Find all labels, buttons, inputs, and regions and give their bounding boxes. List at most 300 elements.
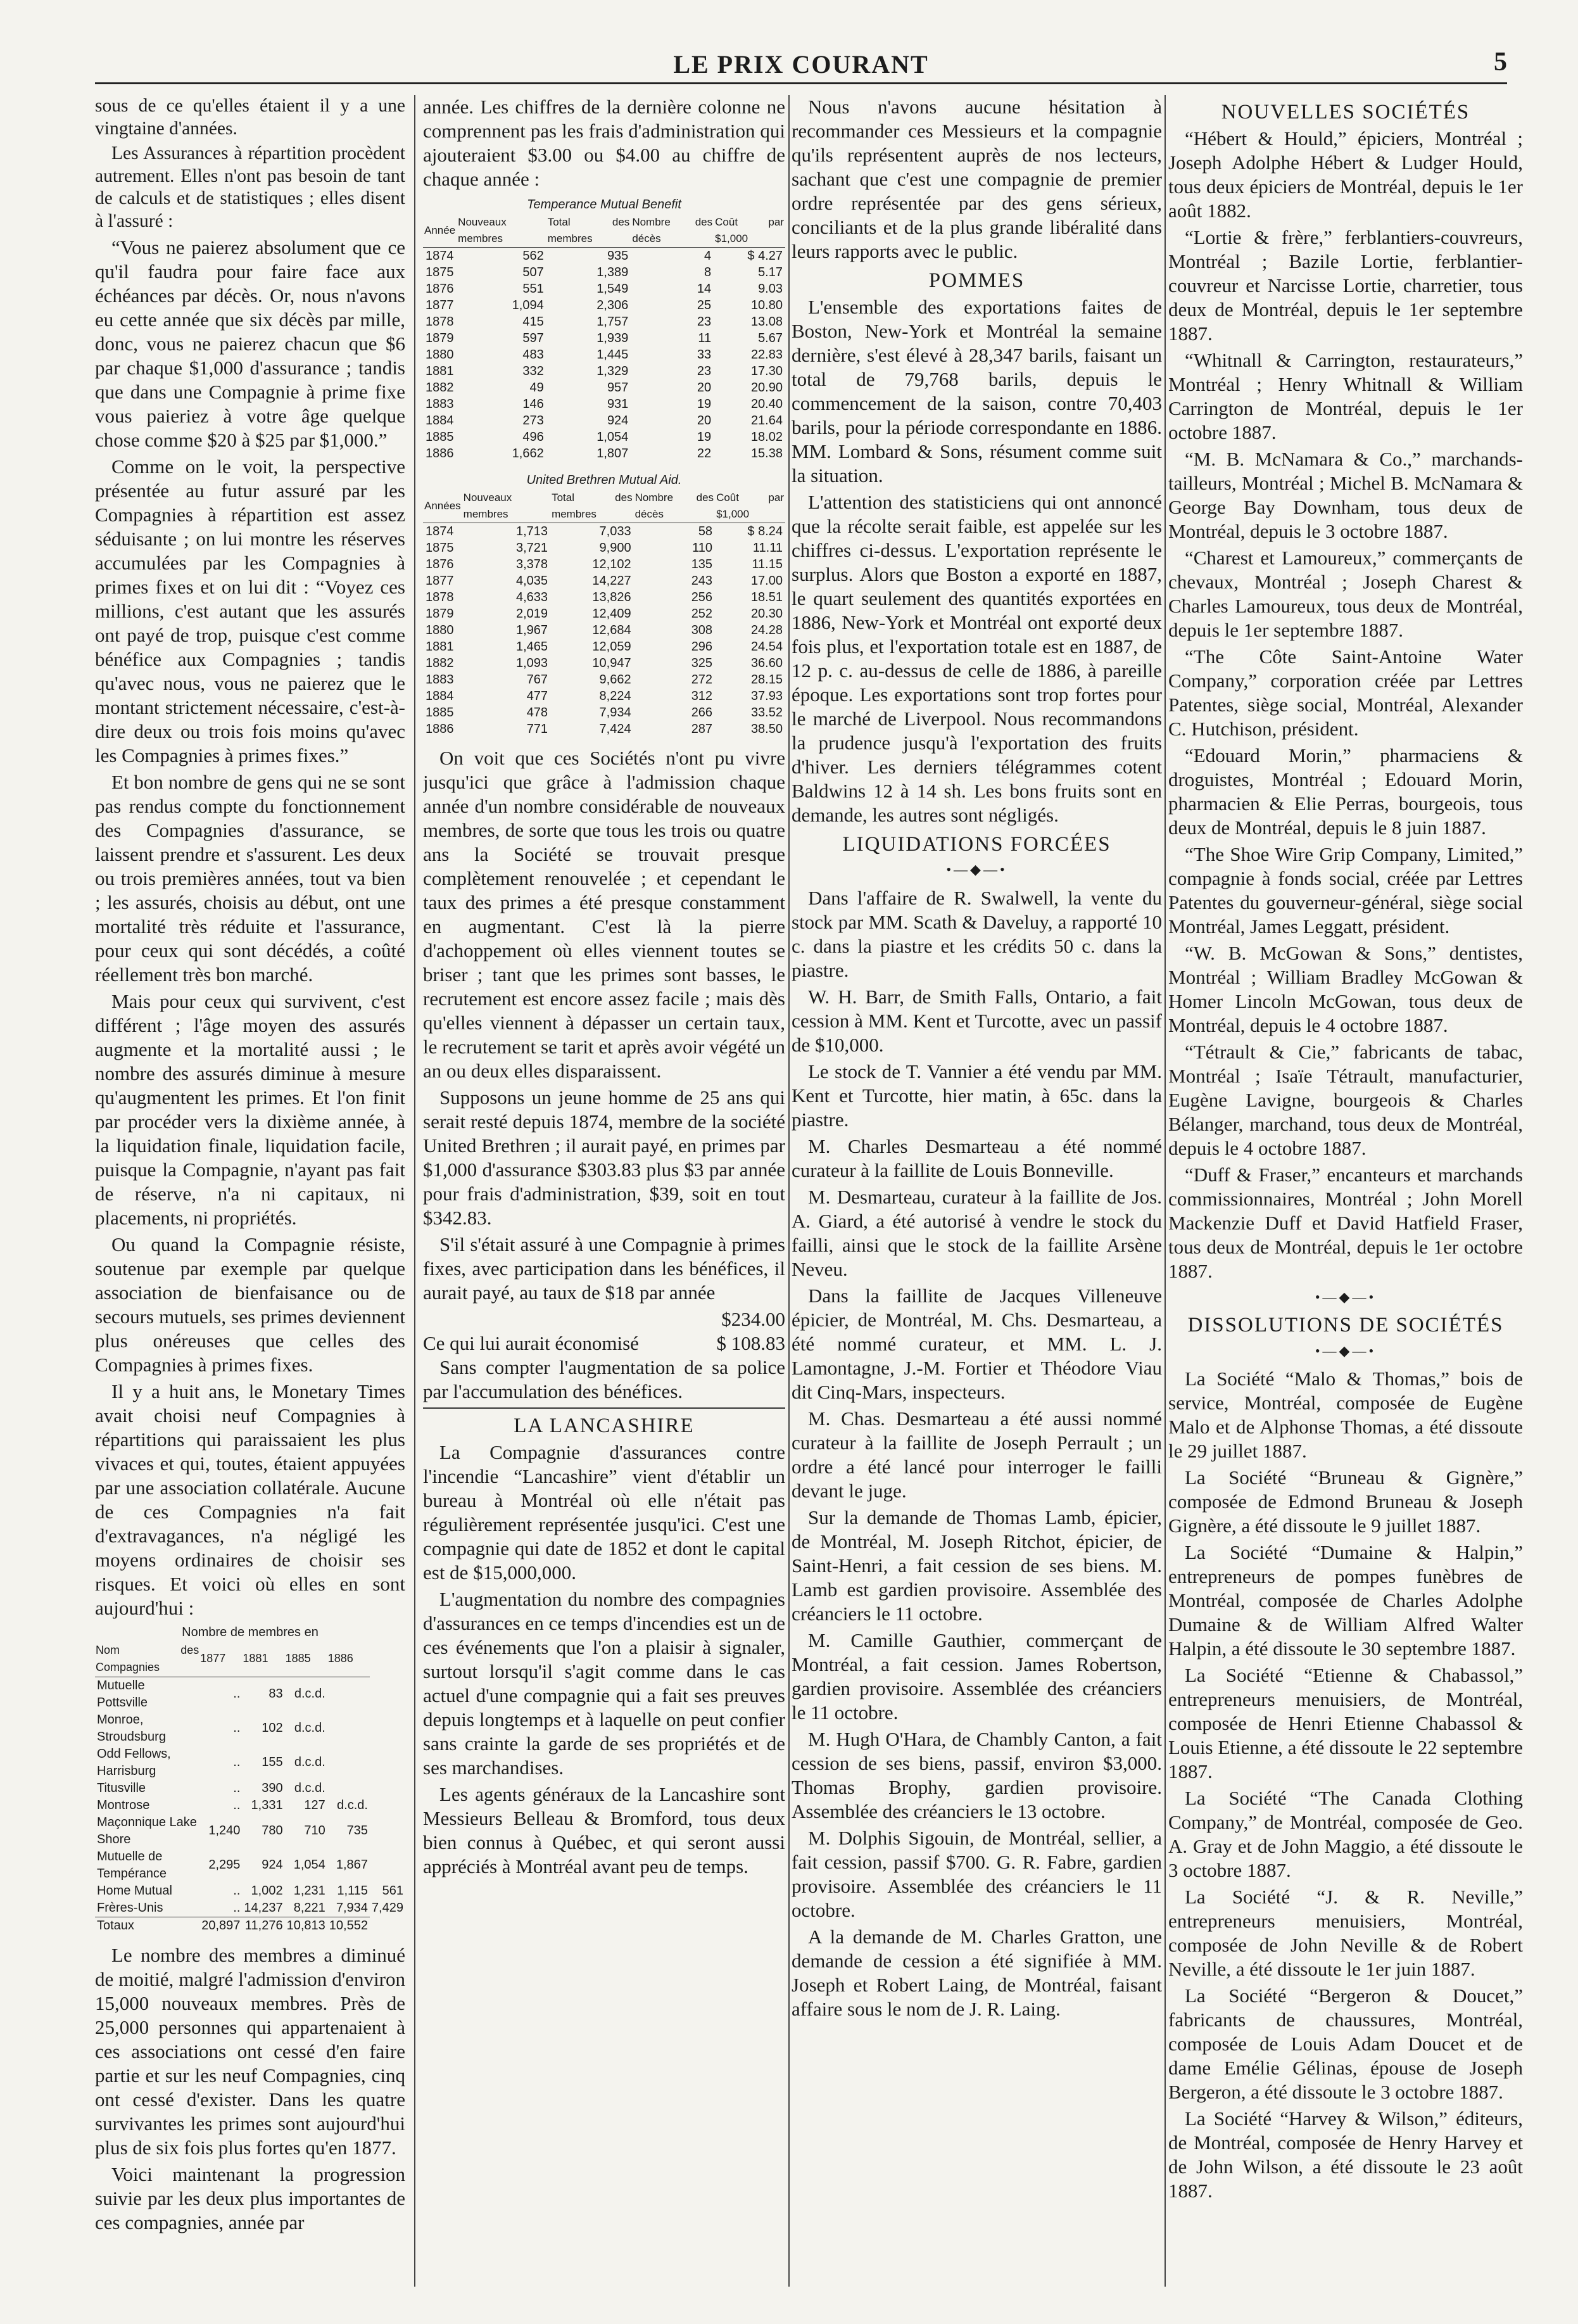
page-number: 5 <box>1494 48 1507 77</box>
table-cell: 1877 <box>426 298 454 312</box>
table-cell: 13,826 <box>592 590 631 604</box>
table-cell: 14,227 <box>592 574 631 588</box>
table-cell: 110 <box>692 541 713 555</box>
table-cell: 1,967 <box>516 623 548 637</box>
table-row <box>423 655 785 671</box>
table-cell: 1878 <box>426 315 454 329</box>
table-row <box>423 396 785 412</box>
list-item: W. H. Barr, de Smith Falls, Ontario, a fait cession à MM. Kent et Turcotte, avec un passif de $10,000. <box>792 985 1162 1056</box>
paragraph: Il y a huit ans, le Monetary Times avait choisi neuf Compagnies à répartitions qui paraissaient les plus vivaces et qui, toutes, étaient appuyées par une association collatérale. Aucune de ces Compagnies n'a fait d'extravagances, n'a négligé les moyens ordinaires de choisir ses risques. Et voici où elles en sont aujourd'hui : <box>95 1380 405 1619</box>
table-cell: 10,813 <box>285 1917 327 1934</box>
paragraph: sous de ce qu'elles étaient il y a une vingtaine d'années. <box>95 96 405 139</box>
paragraph: L'augmentation du nombre des compagnies d'assurances en ce temps d'incendies est un de ces événements que l'on a plaisir à signaler, surtout lorsqu'il s'agit comme dans le cas actuel d'une compagnie qui a fait ses preuves depuis longtemps et à laquelle on peut confier sans crainte la garde de ses propriétés et de ses marchandises. <box>423 1587 785 1779</box>
table-cell: 1,329 <box>596 364 629 378</box>
table-cell: .. <box>233 1798 241 1812</box>
paragraph: année. Les chiffres de la dernière colonne ne comprennent pas les frais d'administration qui ajouteraient $3.00 ou $4.00 au chiffre de chaque année : <box>423 96 785 190</box>
table-row <box>95 1814 405 1848</box>
table-cell: 22 <box>697 447 712 460</box>
column-header: 1881 <box>242 1641 284 1677</box>
column-rule <box>788 95 790 2287</box>
table-cell: 551 <box>522 282 544 296</box>
table-cell: 11.15 <box>752 557 783 571</box>
table-cell: 9,900 <box>599 541 631 555</box>
table-cell: 2,306 <box>596 298 629 312</box>
table-row <box>95 1797 405 1814</box>
table-row <box>423 688 785 704</box>
table-cell: 38.50 <box>750 722 783 736</box>
table-cell: Monroe, Stroudsburg <box>97 1712 166 1744</box>
table-cell: 33.52 <box>750 706 783 720</box>
table-cell: 8 <box>704 265 712 279</box>
column-header: Années <box>423 490 462 523</box>
table-cell: 7,424 <box>599 722 631 736</box>
table-cell: .. <box>233 1755 241 1770</box>
table-cell: Frères-Unis <box>97 1900 163 1915</box>
table-cell: 287 <box>691 722 713 736</box>
quote-paragraph: “Vous ne paierez absolument que ce qu'il faudra pour faire face aux échéances par décès. Or, nous n'avons eu cette année que six décès par mille, donc, vous ne paierez chacun que $6 par chaque $1,000 d'assurance ; tandis que dans une Compagnie à prime fixe vous paieriez à votre âge quelque chose comme $20 à $25 par $1,000.” <box>95 236 405 451</box>
table-cell <box>327 1746 370 1780</box>
list-item: La Société “J. & R. Neville,” entrepreneurs menuisiers, Montréal, composée de John Neville & de Robert Neville, a été dissoute le 1er juin 1887. <box>1168 1886 1523 1981</box>
table-cell: 1,115 <box>337 1883 368 1898</box>
ornament-divider: •—◆—• <box>1315 1342 1377 1359</box>
column-header: Nouveaux membres <box>457 214 546 248</box>
table-cell: 1884 <box>426 689 454 703</box>
column-header: 1877 <box>199 1641 242 1677</box>
table-cell: 58 <box>698 524 713 538</box>
table-row <box>423 589 785 606</box>
paragraph: On voit que ces Sociétés n'ont pu vivre jusqu'ici que grâce à l'admission chaque année d'un nombre considérable de nouveaux membres, de sorte que tous les trois ou quatre ans la Société se trouvait presque complètement renouvelée ; et cependant le taux des primes a été presque constamment en augmentant. C'est là la pierre d'achoppement où elles viennent toutes se briser ; tant que les primes sont basses, le recrutement est encore assez facile ; mais dès qu'elles viennent à dépasser un certain taux, le recrutement se tarit et après avoir végété un an ou deux elles disparaissent. <box>423 747 785 1082</box>
table-cell: Montrose <box>97 1798 150 1812</box>
section-heading: LIQUIDATIONS FORCÉES <box>842 832 1111 856</box>
table-row <box>95 1780 405 1797</box>
list-item: La Société “Malo & Thomas,” bois de service, Montréal, composée de Eugène Malo et de Alphonse Thomas, a été dissoute le 29 juillet 1887. <box>1168 1368 1523 1463</box>
table-cell: 1881 <box>426 640 454 654</box>
table-cell: d.c.d. <box>294 1755 325 1770</box>
table-cell: 1883 <box>426 673 454 687</box>
table-cell: 4,633 <box>516 590 548 604</box>
table-cell: 1875 <box>426 265 454 279</box>
table-cell: 12,684 <box>592 623 631 637</box>
amount-value: $ 108.83 <box>716 1332 785 1354</box>
table-cell: 7,934 <box>336 1900 368 1915</box>
table-cell: 562 <box>522 249 544 263</box>
page-header <box>95 44 1507 84</box>
table-cell <box>327 1780 370 1797</box>
table-cell: 1878 <box>426 590 454 604</box>
new-companies-list <box>1168 127 1523 1283</box>
table-row <box>423 281 785 297</box>
table-cell: 1884 <box>426 414 454 428</box>
table-cell: 1,549 <box>596 282 629 296</box>
table-cell: 20.40 <box>750 397 783 411</box>
table-cell: 12,409 <box>592 607 631 621</box>
section-heading: LA LANCASHIRE <box>514 1414 695 1437</box>
table-cell: .. <box>233 1721 241 1736</box>
totals-row <box>95 1917 405 1934</box>
ornament-divider: •—◆—• <box>946 861 1007 878</box>
table-cell: 1886 <box>426 447 454 460</box>
table-cell: 20 <box>697 414 712 428</box>
list-item: Dans la faillite de Jacques Villeneuve épicier, de Montréal, M. Chs. Desmarteau, a été nommé curateur, et MM. L. J. Lamontagne, J.-M. Fortier et Théodore Viau dit Cinq-Mars, inspecteurs. <box>792 1284 1162 1403</box>
table-cell: 3,721 <box>516 541 548 555</box>
table-cell: 1881 <box>426 364 454 378</box>
table-cell: 127 <box>304 1798 325 1812</box>
table-row <box>423 540 785 556</box>
table-cell: 28.15 <box>750 673 783 687</box>
list-item: “Charest et Lamoureux,” commerçants de chevaux, Montréal ; Joseph Charest & Charles Lamoureux, tous deux de Montréal, depuis le 1er septembre 1887. <box>1168 546 1523 641</box>
table-cell: 135 <box>691 557 713 571</box>
table-caption: Nombre de membres en <box>182 1625 319 1639</box>
table-row <box>95 1883 405 1900</box>
table-cell: 256 <box>691 590 713 604</box>
paragraph: L'ensemble des exportations faites de Boston, New-York et Montréal la semaine dernière, s'est élevé à 28,347 barils, faisant un total de 79,768 barils, depuis le commencement de la saison, contre 70,403 barils, pour la période correspondante en 1886. MM. Lombard & Sons, résument comme suit la situation. <box>792 295 1162 486</box>
column-4 <box>1168 95 1523 2299</box>
table-cell: d.c.d. <box>294 1721 325 1736</box>
table-cell: 1,389 <box>596 265 629 279</box>
table-row <box>423 330 785 346</box>
table-cell: 1,240 <box>208 1824 241 1838</box>
table-cell: 1,867 <box>336 1858 368 1872</box>
table-cell: Home Mutual <box>97 1883 172 1898</box>
companies-table-body <box>95 1677 405 1934</box>
table-cell: 767 <box>526 673 548 687</box>
brethren-table <box>423 471 785 737</box>
table-cell: 14,237 <box>244 1900 283 1915</box>
table-row <box>423 248 785 265</box>
table-cell: 9,662 <box>599 673 631 687</box>
table-cell: 1,662 <box>512 447 544 460</box>
ornament-divider: •—◆—• <box>1315 1288 1377 1305</box>
list-item: “Duff & Fraser,” encanteurs et marchands commissionnaires, Montréal ; John Morell Mackenzie Duff et David Hatfield Fraser, tous deux de Montréal, depuis le 1er octobre 1887. <box>1168 1163 1523 1282</box>
amount-line <box>423 1331 785 1356</box>
dissolutions-list <box>1168 1367 1523 2203</box>
paragraph: S'il s'était assuré à une Compagnie à primes fixes, avec participation dans les bénéfices, il aurait payé, au taux de $18 par année <box>423 1233 785 1304</box>
list-item: “Edouard Morin,” pharmaciens & droguistes, Montréal ; Edouard Morin, pharmacien & Elie Perras, bourgeois, tous deux de Montréal, depuis le 8 juin 1887. <box>1168 744 1523 839</box>
table-cell: 9.03 <box>758 282 783 296</box>
table-row <box>423 606 785 622</box>
table-cell: 8,224 <box>599 689 631 703</box>
table-cell: 1,231 <box>293 1883 325 1898</box>
table-row <box>423 523 785 540</box>
table-cell: 11,276 <box>242 1917 284 1934</box>
list-item: La Société “Bruneau & Gignère,” composée de Edmond Bruneau & Joseph Gignère, a été dissoute le 9 juillet 1887. <box>1168 1466 1523 1537</box>
column-header: Total des membres <box>550 490 634 523</box>
table-cell: 21.64 <box>750 414 783 428</box>
table-cell: Mutuelle Pottsville <box>97 1678 148 1710</box>
column-rule <box>1165 95 1166 2287</box>
table-cell: 1,054 <box>596 430 629 444</box>
column-header: Année <box>423 214 457 248</box>
table-cell: 296 <box>691 640 713 654</box>
table-cell: 12,059 <box>592 640 631 654</box>
table-row <box>423 363 785 379</box>
table-cell: 13.08 <box>750 315 783 329</box>
table-cell: 771 <box>526 722 548 736</box>
table-cell: 1,713 <box>516 524 548 538</box>
table-cell: 1885 <box>426 706 454 720</box>
column-header: Nom des Compagnies <box>95 1641 199 1677</box>
table-cell: 483 <box>522 348 544 362</box>
table-cell: 19 <box>697 397 712 411</box>
list-item: M. Chas. Desmarteau a été aussi nommé curateur à la faillite de Joseph Perrault ; un ordre a été lancé pour interroger le failli devant le juge. <box>792 1407 1162 1502</box>
table-cell: 10,552 <box>327 1917 370 1934</box>
list-item: Dans l'affaire de R. Swalwell, la vente du stock par MM. Scath & Daveluy, a rapporté 10 c. dans la piastre et les crédits 50 c. dans la piastre. <box>792 886 1162 981</box>
table-cell: 597 <box>522 331 544 345</box>
list-item: M. Dolphis Sigouin, de Montréal, sellier, a fait cession, passif $700. G. R. Fabre, gardien provisoire. Assemblée des créanciers le 11 octobre. <box>792 1826 1162 1921</box>
table-row <box>95 1746 405 1780</box>
amount-value: $234.00 <box>721 1308 785 1330</box>
amount-label: Ce qui lui aurait économisé <box>423 1332 639 1354</box>
section-heading: NOUVELLES SOCIÉTÉS <box>1221 101 1470 124</box>
list-item: “W. B. McGowan & Sons,” dentistes, Montréal ; William Bradley McGowan & Homer Lincoln McGowan, tous deux de Montréal, depuis le 4 octobre 1887. <box>1168 941 1523 1036</box>
table-cell: 23 <box>697 364 712 378</box>
table-cell: 23 <box>697 315 712 329</box>
table-caption: Temperance Mutual Benefit <box>527 198 681 212</box>
paragraph: Mais pour ceux qui survivent, c'est différent ; l'âge moyen des assurés augmente et la mortalité aussi ; le nombre des assurés diminue à mesure qu'augmentent les primes. Et l'on finit par procéder vers la dixième année, à la liquidation finale, liquidation facile, puisque la Compagnie, n'ayant pas fait de réserve, n'a ni capitaux, ni placements, ni propriétés. <box>95 989 405 1229</box>
table-cell: 1,939 <box>596 331 629 345</box>
table-cell: 2,295 <box>208 1858 241 1872</box>
table-cell: 10,947 <box>592 656 631 670</box>
table-cell: d.c.d. <box>294 1687 325 1701</box>
table-cell: Totaux <box>95 1917 199 1934</box>
table-row <box>95 1848 405 1883</box>
table-cell: 11.11 <box>752 541 783 555</box>
table-cell: 1879 <box>426 607 454 621</box>
list-item: “Lortie & frère,” ferblantiers-couvreurs, Montréal ; Bazile Lortie, ferblantier-couvreur et Narcisse Lortie, charretier, tous deux de Montréal, depuis le 1er septembre 1887. <box>1168 225 1523 345</box>
table-cell: 273 <box>522 414 544 428</box>
table-cell: .. <box>233 1900 241 1915</box>
table-cell: .. <box>233 1687 241 1701</box>
table-cell: 33 <box>697 348 712 362</box>
table-cell: 272 <box>691 673 713 687</box>
table-cell: 22.83 <box>750 348 783 362</box>
table-cell: Mutuelle de Tempérance <box>97 1849 167 1881</box>
table-cell: 1882 <box>426 381 454 395</box>
column-header: Coût par $1,000 <box>715 490 785 523</box>
table-cell: Titusville <box>97 1781 146 1795</box>
list-item: La Société “Etienne & Chabassol,” entrepreneurs menuisiers, de Montréal, composée de Henri Etienne Chabassol & Louis Etienne, a été dissoute le 22 septembre 1887. <box>1168 1664 1523 1783</box>
table-cell: 1,093 <box>516 656 548 670</box>
table-cell: 7,033 <box>599 524 631 538</box>
table-cell: 1874 <box>426 524 454 538</box>
list-item: M. Desmarteau, curateur à la faillite de Jos. A. Giard, a été autorisé à vendre le stock du failli, ainsi que le stock de la faillite Arsène Neveu. <box>792 1185 1162 1280</box>
table-cell: 1877 <box>426 574 454 588</box>
table-cell: 3,378 <box>516 557 548 571</box>
table-cell <box>327 1677 370 1711</box>
table-cell: 20 <box>697 381 712 395</box>
table-row <box>95 1677 405 1711</box>
paragraph: Nous n'avons aucune hésitation à recommander ces Messieurs et la compagnie qu'ils représentent auprès de nos lecteurs, sachant que c'est une compagnie de premier ordre représentée par des gens sérieux, conciliants et de la plus grande libéralité dans leurs rapports avec le public. <box>792 96 1162 262</box>
table-cell: 20.30 <box>750 607 783 621</box>
table-cell: 11 <box>698 331 712 345</box>
table-cell: $ 8.24 <box>747 524 783 538</box>
column-header: 1885 <box>285 1641 327 1677</box>
table-cell: 325 <box>691 656 713 670</box>
table-cell: 243 <box>691 574 713 588</box>
section-divider <box>423 1407 785 1409</box>
table-cell: 12,102 <box>592 557 631 571</box>
table-cell: 25 <box>697 298 712 312</box>
table-row <box>423 622 785 638</box>
table-cell: 1876 <box>426 282 454 296</box>
table-cell: 19 <box>697 430 712 444</box>
table-cell: 36.60 <box>750 656 783 670</box>
list-item: Sur la demande de Thomas Lamb, épicier, de Montréal, M. Joseph Ritchot, épicier, de Saint-Henri, a fait cession de ses biens. M. Lamb est gardien provisoire. Assemblée des créanciers le 11 octobre. <box>792 1506 1162 1625</box>
table-cell: 83 <box>268 1687 283 1701</box>
table-cell: .. <box>233 1883 241 1898</box>
list-item: “The Shoe Wire Grip Company, Limited,” compagnie à fonds social, créée par Lettres Patentes du gouverneur-général, siège social Montréal, James Leggatt, président. <box>1168 842 1523 937</box>
table-cell: 957 <box>607 381 629 395</box>
column-2 <box>423 95 785 2299</box>
table-row <box>423 704 785 721</box>
table-cell: 15.38 <box>750 447 783 460</box>
table-cell: 935 <box>607 249 629 263</box>
table-cell: 252 <box>691 607 713 621</box>
paragraph: Les agents généraux de la Lancashire sont Messieurs Belleau & Bromford, tous deux bien connus à Québec, et qui seront aussi appréciés à Montréal avant peu de temps. <box>423 1782 785 1877</box>
table-cell: d.c.d. <box>337 1798 368 1812</box>
table-cell: 332 <box>522 364 544 378</box>
table-cell: 496 <box>522 430 544 444</box>
paragraph: Le nombre des membres a diminué de moitié, malgré l'admission d'environ 15,000 nouveaux membres. Près de 25,000 personnes qui appartenaient à ces associations ont cessé d'en faire partie et sur les neuf Compagnies, cinq ont cessé d'exister. Dans les quatre survivantes les primes sont aujourd'hui plus de six fois plus fortes qu'en 1877. <box>95 1943 405 2159</box>
table-cell: 478 <box>526 706 548 720</box>
column-header: Nombre des décès <box>634 490 715 523</box>
table-caption: United Brethren Mutual Aid. <box>526 473 682 487</box>
table-cell: 308 <box>691 623 713 637</box>
list-item: “M. B. McNamara & Co.,” marchands-tailleurs, Montréal ; Michel B. McNamara & George Bay Downham, tous deux de Montréal, depuis le 3 octobre 1887. <box>1168 447 1523 542</box>
table-cell: 1,757 <box>596 315 629 329</box>
table-cell: 1875 <box>426 541 454 555</box>
table-cell: 1,445 <box>596 348 629 362</box>
paragraph: Voici maintenant la progression suivie par les deux plus importantes de ces compagnies, année par <box>95 2162 405 2233</box>
table-cell: 312 <box>691 689 713 703</box>
column-header: Nombre des décès <box>631 214 714 248</box>
list-item: M. Camille Gauthier, commerçant de Montréal, a fait cession. James Robertson, gardien provisoire. Assemblée des créanciers le 11 octobre. <box>792 1629 1162 1724</box>
table-cell: 2,019 <box>516 607 548 621</box>
table-cell: 1876 <box>426 557 454 571</box>
table-cell: 4,035 <box>516 574 548 588</box>
column-3 <box>792 95 1162 2299</box>
table-row <box>423 314 785 330</box>
table-cell: 49 <box>529 381 544 395</box>
list-item: La Société “Harvey & Wilson,” éditeurs, de Montréal, composée de Henry Harvey et de John Wilson, a été dissoute le 23 août 1887. <box>1168 2107 1523 2202</box>
table-cell: 5.67 <box>758 331 783 345</box>
list-item: M. Charles Desmarteau a été nommé curateur à la faillite de Louis Bonneville. <box>792 1134 1162 1181</box>
table-row <box>423 429 785 445</box>
brethren-table-body <box>423 523 785 738</box>
column-header: Nouveaux membres <box>462 490 550 523</box>
table-cell: 18.51 <box>750 590 783 604</box>
list-item: “The Côte Saint-Antoine Water Company,” corporation créée par Lettres Patentes, siège social, Montréal, Alexander C. Hutchison, président. <box>1168 645 1523 740</box>
table-row <box>423 556 785 573</box>
table-row <box>423 346 785 363</box>
table-cell: 155 <box>262 1755 283 1770</box>
table-cell: 1,002 <box>251 1883 283 1898</box>
table-row <box>423 573 785 589</box>
table-cell: 1,331 <box>251 1798 283 1812</box>
table-cell: 266 <box>691 706 713 720</box>
companies-table <box>95 1624 405 1934</box>
paragraph: Supposons un jeune homme de 25 ans qui serait resté depuis 1874, membre de la société United Brethren ; il aurait payé, en primes par $1,000 d'assurance $303.83 plus $3 par année pour frais d'administration, $39, soit en tout $342.83. <box>423 1086 785 1229</box>
table-cell: 1,807 <box>596 447 629 460</box>
list-item: A la demande de M. Charles Gratton, une demande de cession a été signifiée à MM. Joseph et Robert Laing, de Montréal, faisant affaire sous le nom de J. R. Laing. <box>792 1925 1162 2020</box>
table-cell: 7,934 <box>599 706 631 720</box>
table-cell <box>327 1711 370 1746</box>
table-cell: 37.93 <box>750 689 783 703</box>
table-cell: 24.28 <box>750 623 783 637</box>
paragraph: Comme on le voit, la perspective présentée au futur assuré par les Compagnies à répartition est assez séduisante ; on lui montre les réserves accumulées par les Compagnies à primes fixes et on lui dit : “Voyez ces millions, c'est autant que les assurés ont payé de trop, puisque c'est comme bénéfice aux Compagnies ; tandis qu'avec nous, vous ne paierez que le montant strictement nécessaire, c'est-à-dire deux ou trois fois moins qu'avec les Compagnies à primes fixes.” <box>95 455 405 766</box>
table-cell: 1,094 <box>512 298 544 312</box>
column-header: Total des membres <box>546 214 631 248</box>
table-cell: 931 <box>607 397 629 411</box>
table-cell: 1,465 <box>516 640 548 654</box>
paragraph: Sans compter l'augmentation de sa police par l'accumulation des bénéfices. <box>423 1356 785 1402</box>
column-header: 1886 <box>327 1641 370 1677</box>
table-cell: 415 <box>522 315 544 329</box>
column-rule <box>414 95 415 2287</box>
table-cell: 780 <box>262 1824 283 1838</box>
table-cell: 10.80 <box>750 298 783 312</box>
table-cell: 477 <box>526 689 548 703</box>
table-cell: 1882 <box>426 656 454 670</box>
table-cell: 7,429 <box>371 1900 403 1915</box>
table-row <box>95 1711 405 1746</box>
section-heading: POMMES <box>928 269 1025 292</box>
table-row <box>423 721 785 737</box>
table-cell: .. <box>233 1781 241 1795</box>
table-cell: 561 <box>382 1883 403 1898</box>
list-item: La Société “Bergeron & Doucet,” fabricants de chaussures, Montréal, composée de Louis Adam Doucet et de dame Emélie Gélinas, épouse de Joseph Bergeron, a été dissoute le 3 octobre 1887. <box>1168 1984 1523 2104</box>
list-item: La Société “Dumaine & Halpin,” entrepreneurs de pompes funèbres de Montréal, composée de Charles Adolphe Dumaine & de William Alfred Walter Halpin, a été dissoute le 30 septembre 1887. <box>1168 1541 1523 1660</box>
table-cell: 1880 <box>426 348 454 362</box>
table-row <box>423 445 785 462</box>
table-cell: 1885 <box>426 430 454 444</box>
table-cell: 735 <box>346 1824 368 1838</box>
table-cell: 390 <box>262 1781 283 1795</box>
table-cell: 5.17 <box>758 265 783 279</box>
table-cell: Odd Fellows, Harrisburg <box>97 1746 171 1778</box>
amount-line <box>423 1307 785 1331</box>
table-cell: $ 4.27 <box>747 249 783 263</box>
table-cell: 4 <box>704 249 712 263</box>
table-cell: 924 <box>262 1858 283 1872</box>
list-item: Le stock de T. Vannier a été vendu par MM. Kent et Turcotte, hier matin, à 65c. dans la piastre. <box>792 1060 1162 1131</box>
table-cell: 507 <box>522 265 544 279</box>
table-cell: 8,221 <box>293 1900 325 1915</box>
table-cell: 14 <box>697 282 712 296</box>
table-row <box>423 297 785 314</box>
table-cell: 924 <box>607 414 629 428</box>
list-item: La Société “The Canada Clothing Company,” de Montréal, composée de Geo. A. Gray et de John Maggio, a été dissoute le 3 octobre 1887. <box>1168 1787 1523 1882</box>
table-cell: 20.90 <box>750 381 783 395</box>
table-cell: 17.30 <box>750 364 783 378</box>
list-item: “Whitnall & Carrington, restaurateurs,” Montréal ; Henry Whitnall & William Carrington de Montréal, depuis le 1er octobre 1887. <box>1168 348 1523 443</box>
list-item: M. Hugh O'Hara, de Chambly Canton, a fait cession de ses biens, passif, environ $3,000. Thomas Brophy, gardien provisoire. Assemblée des créanciers le 13 octobre. <box>792 1727 1162 1822</box>
table-cell: 18.02 <box>750 430 783 444</box>
list-item: “Hébert & Hould,” épiciers, Montréal ; Joseph Adolphe Hébert & Ludger Hould, tous deux épiciers de Montréal, depuis le 1er août 1882. <box>1168 127 1523 222</box>
table-cell: 17.00 <box>750 574 783 588</box>
temperance-table <box>423 195 785 462</box>
table-cell: d.c.d. <box>294 1781 325 1795</box>
table-cell: 710 <box>304 1824 325 1838</box>
list-item: “Tétrault & Cie,” fabricants de tabac, Montréal ; Isaïe Tétrault, manufacturier, Eugène Lavigne, bourgeois & Charles Bélanger, marchand, tous deux de Montréal, depuis le 4 octobre 1887. <box>1168 1040 1523 1159</box>
paragraph: Les Assurances à répartition procèdent autrement. Elles n'ont pas besoin de tant de calculs et de statistiques ; elles disent à l'assuré : <box>95 143 405 231</box>
column-1 <box>95 95 405 2299</box>
masthead-title: LE PRIX COURANT <box>673 50 929 79</box>
table-row <box>423 379 785 396</box>
table-cell: 102 <box>262 1721 283 1736</box>
table-cell: 1886 <box>426 722 454 736</box>
table-row <box>423 412 785 429</box>
